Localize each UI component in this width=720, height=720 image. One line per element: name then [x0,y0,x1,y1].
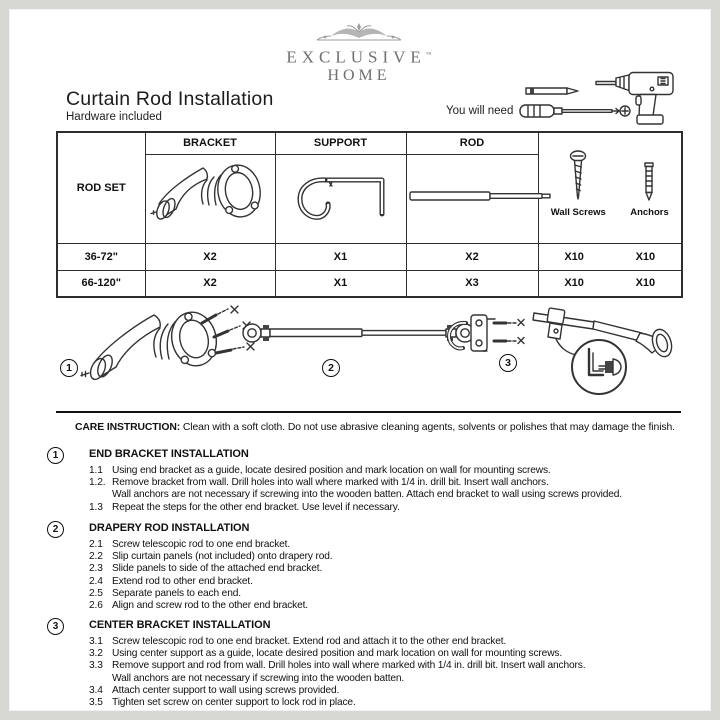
wall-screw-icon [569,150,587,202]
hardware-qty [538,270,682,297]
you-will-need-label: You will need [446,105,514,117]
rod-set-label: ROD SET [57,132,145,243]
rod-diagram [243,324,474,342]
step-text: Attach center support to wall using screws provided. [112,684,340,696]
rod-qty: X2 [406,243,538,270]
anchors-qty: X10 [635,277,656,290]
section-title: CENTER BRACKET INSTALLATION [89,619,271,631]
section-center-bracket [47,619,677,709]
step-text: Wall anchors are not necessary if screwing into the wooden batten. [112,672,405,684]
support-icon [285,165,397,227]
hardware-qty [538,243,682,270]
page-subtitle: Hardware included [66,111,162,123]
support-qty: X1 [275,270,406,297]
care-instruction [75,422,675,433]
step-number: 1.1 [89,465,103,476]
page-title: Curtain Rod Installation [66,88,274,110]
col-header-rod: ROD [406,132,538,154]
section-number-3: 3 [47,618,64,635]
step-text: Using end bracket as a guide, locate desired position and mark location on wall for mounting screws. [112,465,551,476]
step-number: 2.6 [89,600,103,612]
hardware-table [56,131,683,298]
section-number-1: 1 [47,447,64,464]
hardware-cell [538,132,682,243]
step-row [89,697,677,709]
step-number: 2.1 [89,539,103,550]
step-number: 3.4 [89,684,103,696]
step-number: 2.3 [89,563,103,575]
step-row [89,685,677,697]
anchors-label: Anchors [630,207,669,219]
diagram-number-1: 1 [60,359,78,377]
step-text: Separate panels to each end. [112,587,241,599]
step-number: 1.2. [89,477,106,489]
step-row [89,489,677,501]
divider-rule [56,411,681,413]
brand-name-text: EXCLUSIVE [286,47,426,67]
step-text: Tighten set screw on center support to lock rod in place. [112,697,356,709]
end-bracket-diagram [81,306,254,382]
step-text: Align and screw rod to the other end bracket. [112,600,308,612]
step-text: Screw telescopic rod to one end bracket. [112,539,291,550]
step-number: 2.5 [89,587,103,599]
step-row [89,673,677,685]
flourish-ornament-icon [307,19,411,45]
support-qty: X1 [275,243,406,270]
rod-icon [407,189,557,203]
wall-screws-label: Wall Screws [550,207,606,219]
brand-name [9,46,709,67]
section-number-2: 2 [47,521,64,538]
step-number: 2.4 [89,575,103,587]
table-header-row [57,132,682,154]
bracket-qty: X2 [145,243,275,270]
step-text: Remove bracket from wall. Drill holes into wall where marked with 1/4 in. drill bit. Insert wall anchors. [112,477,549,489]
step-number: 3.2 [89,648,103,660]
step-row [89,600,677,612]
wall-screws-qty: X10 [564,277,584,290]
section-title: DRAPERY ROD INSTALLATION [89,522,250,534]
step-text: Slide panels to side of the attached end bracket. [112,563,323,575]
bracket-image-cell [145,154,275,243]
diagram-number-2: 2 [322,359,340,377]
anchor-icon [643,162,655,202]
rod-qty: X3 [406,270,538,297]
step-row [89,660,677,672]
parts-diagram [56,305,681,405]
step-row [89,636,677,648]
table-row-66-120 [57,270,682,297]
step-number: 2.2 [89,551,103,563]
step-text: Screw telescopic rod to one end bracket. Extend rod and attach it to the other end bracket. [112,636,507,647]
table-row-36-72 [57,243,682,270]
step-text: Remove support and rod from wall. Drill holes into wall where marked with 1/4 in. drill bit. Insert wall anchors. [112,660,586,672]
care-text: Clean with a soft cloth. Do not use abrasive cleaning agents, solvents or polishes that may damage the finish. [182,422,675,433]
section-title: END BRACKET INSTALLATION [89,448,249,460]
drill-icon [595,69,675,127]
step-row [89,588,677,600]
diagram-number-3: 3 [499,354,517,372]
step-row [89,648,677,660]
bracket-qty: X2 [145,270,275,297]
step-number: 3.5 [89,697,103,709]
support-image-cell [275,154,406,243]
rod-image-cell [406,154,538,243]
step-row [89,576,677,588]
step-row [89,502,677,514]
bracket-icon [149,155,271,237]
step-row [89,477,677,489]
step-number [89,673,112,685]
step-number: 3.3 [89,660,103,672]
step-number: 3.1 [89,636,103,647]
section-end-bracket [47,448,677,514]
anchors-qty: X10 [635,250,656,263]
mounted-rod-diagram [533,308,675,394]
step-text: Extend rod to other end bracket. [112,575,253,587]
step-text: Slip curtain panels (not included) onto drapery rod. [112,551,333,563]
trademark-symbol: ™ [425,52,432,58]
section-drapery-rod [47,522,677,612]
step-text: Using center support as a guide, locate desired position and mark location on wall for mounting screws. [112,648,563,660]
step-number: 1.3 [89,501,103,513]
step-number [89,489,112,501]
detail-magnifier [556,339,626,394]
step-row [89,563,677,575]
step-text: Repeat the steps for the other end bracket. Use level if necessary. [112,501,400,513]
wall-screws-qty: X10 [564,250,584,263]
size-cell: 66-120" [57,270,145,297]
step-text: Wall anchors are not necessary if screwing into the wooden batten. Attach end bracket to wall using screws provided. [112,489,622,501]
col-header-bracket: BRACKET [145,132,275,154]
step-row [89,465,677,477]
step-row [89,539,677,551]
brand-home-text: HOME [327,66,391,84]
step-row [89,551,677,563]
care-label: CARE INSTRUCTION: [75,422,181,433]
pencil-icon [525,85,581,97]
col-header-support: SUPPORT [275,132,406,154]
size-cell: 36-72" [57,243,145,270]
